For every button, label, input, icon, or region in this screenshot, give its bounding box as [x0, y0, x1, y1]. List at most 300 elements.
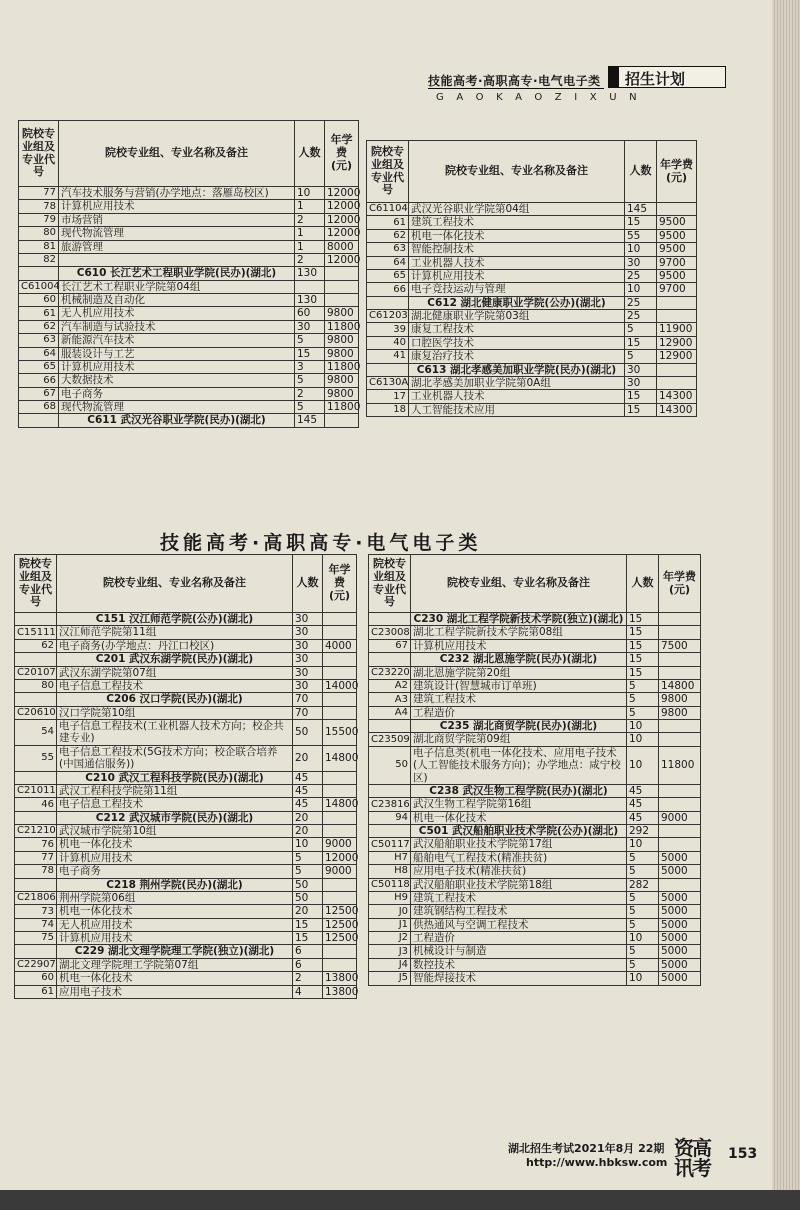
- table-row: [367, 256, 697, 269]
- name-cell: 工业机器人技术: [409, 256, 625, 269]
- name-cell: 工程造价: [411, 932, 627, 945]
- code-cell: 62: [19, 320, 59, 333]
- name-cell: 电子信息类(机电一体化技术、应用电子技术(人工智能技术服务方向)；办学地点：咸宁校区): [411, 746, 627, 784]
- table-row: [369, 918, 701, 931]
- name-cell: C218 荆州学院(民办)(湖北): [57, 878, 293, 891]
- fee-cell: [323, 784, 357, 797]
- code-cell: 63: [367, 243, 409, 256]
- count-cell: 20: [293, 825, 323, 838]
- code-cell: 61: [15, 985, 57, 998]
- code-cell: C21210: [15, 825, 57, 838]
- count-cell: 5: [627, 918, 659, 931]
- code-cell: A3: [369, 693, 411, 706]
- name-cell: 电子商务: [57, 865, 293, 878]
- table-row: [369, 945, 701, 958]
- table-row: [369, 878, 701, 891]
- table-row: [367, 243, 697, 256]
- count-cell: 15: [627, 653, 659, 666]
- count-cell: 5: [295, 334, 325, 347]
- count-cell: 1: [295, 240, 325, 253]
- table-row: [369, 798, 701, 811]
- name-cell: 无人机应用技术: [57, 918, 293, 931]
- code-cell: 64: [19, 347, 59, 360]
- fee-cell: 7500: [659, 639, 701, 652]
- fee-cell: 12000: [325, 227, 359, 240]
- code-cell: [369, 653, 411, 666]
- fee-cell: 5000: [659, 958, 701, 971]
- school-group-row: [15, 613, 357, 626]
- code-cell: 82: [19, 253, 59, 266]
- count-cell: 1: [295, 200, 325, 213]
- count-cell: 45: [627, 784, 659, 797]
- count-cell: 2: [295, 387, 325, 400]
- fee-cell: [657, 376, 697, 389]
- name-cell: 计算机应用技术: [57, 851, 293, 864]
- code-cell: 41: [367, 350, 409, 363]
- table-row: [15, 798, 357, 811]
- header-badge: [608, 66, 726, 88]
- fee-cell: 9800: [659, 706, 701, 719]
- name-cell: 电子商务(办学地点：丹江口校区): [57, 639, 293, 652]
- name-cell: 机电一体化技术: [411, 811, 627, 824]
- col-name-header: 院校专业组、专业名称及备注: [411, 555, 627, 613]
- count-cell: 4: [293, 985, 323, 998]
- name-cell: 口腔医学技术: [409, 336, 625, 349]
- code-cell: 68: [19, 401, 59, 414]
- col-fee-header: 年学费(元): [323, 555, 357, 613]
- count-cell: 15: [625, 403, 657, 416]
- code-cell: C50118: [369, 878, 411, 891]
- count-cell: 30: [293, 639, 323, 652]
- name-cell: 武汉光谷职业学院第04组: [409, 203, 625, 216]
- table-row: [367, 323, 697, 336]
- name-cell: 现代物流管理: [59, 401, 295, 414]
- table-row: [15, 745, 357, 771]
- name-cell: 人工智能技术应用: [409, 403, 625, 416]
- table-row: [15, 720, 357, 746]
- table-row: [369, 972, 701, 985]
- count-cell: 10: [627, 972, 659, 985]
- fee-cell: [325, 280, 359, 293]
- name-cell: C612 湖北健康职业学院(公办)(湖北): [409, 296, 625, 309]
- code-cell: H8: [369, 865, 411, 878]
- name-cell: 应用电子技术: [57, 985, 293, 998]
- count-cell: 5: [295, 401, 325, 414]
- name-cell: C206 汉口学院(民办)(湖北): [57, 693, 293, 706]
- name-cell: 工程造价: [411, 706, 627, 719]
- code-cell: A2: [369, 679, 411, 692]
- fee-cell: 13800: [323, 985, 357, 998]
- code-cell: 18: [367, 403, 409, 416]
- code-cell: 67: [369, 639, 411, 652]
- name-cell: C230 湖北工程学院新技术学院(独立)(湖北): [411, 613, 627, 626]
- name-cell: 长江艺术工程职业学院第04组: [59, 280, 295, 293]
- table-row: [15, 905, 357, 918]
- code-cell: [369, 613, 411, 626]
- code-cell: C23008: [369, 626, 411, 639]
- table-row: [15, 838, 357, 851]
- name-cell: 现代物流管理: [59, 227, 295, 240]
- table-row: [15, 891, 357, 904]
- name-cell: 湖北文理学院理工学院第07组: [57, 958, 293, 971]
- school-group-row: [369, 784, 701, 797]
- table-row: [369, 932, 701, 945]
- fee-cell: [659, 733, 701, 746]
- count-cell: 45: [293, 771, 323, 784]
- fee-cell: 9000: [659, 811, 701, 824]
- count-cell: 10: [295, 187, 325, 200]
- count-cell: 3: [295, 360, 325, 373]
- table-row: [19, 200, 359, 213]
- school-group-row: [15, 945, 357, 958]
- name-cell: 智能焊接技术: [411, 972, 627, 985]
- fee-cell: 11800: [325, 401, 359, 414]
- code-cell: 17: [367, 390, 409, 403]
- code-cell: 94: [369, 811, 411, 824]
- code-cell: C6130A: [367, 376, 409, 389]
- table-row: [367, 203, 697, 216]
- count-cell: 2: [295, 213, 325, 226]
- table-row: [367, 283, 697, 296]
- table-row: [19, 280, 359, 293]
- count-cell: 5: [627, 693, 659, 706]
- fee-cell: 4000: [323, 639, 357, 652]
- fee-cell: 14800: [659, 679, 701, 692]
- name-cell: 数控技术: [411, 958, 627, 971]
- fee-cell: 9500: [657, 243, 697, 256]
- fee-cell: 12900: [657, 336, 697, 349]
- table-row: [369, 626, 701, 639]
- table-bottom-left: [14, 554, 357, 999]
- footer-url[interactable]: http://www.hbksw.com: [526, 1156, 668, 1169]
- school-group-row: [19, 267, 359, 280]
- count-cell: 15: [627, 666, 659, 679]
- col-fee-header: 年学费(元): [657, 141, 697, 203]
- fee-cell: 5000: [659, 932, 701, 945]
- count-cell: 45: [627, 811, 659, 824]
- code-cell: [15, 653, 57, 666]
- school-group-row: [369, 613, 701, 626]
- col-name-header: 院校专业组、专业名称及备注: [59, 121, 295, 187]
- code-cell: 65: [367, 269, 409, 282]
- name-cell: 市场营销: [59, 213, 295, 226]
- name-cell: 湖北健康职业学院第03组: [409, 310, 625, 323]
- school-group-row: [15, 811, 357, 824]
- fee-cell: [659, 653, 701, 666]
- name-cell: 机电一体化技术: [409, 229, 625, 242]
- code-cell: 80: [19, 227, 59, 240]
- header-subtitle: GAOKAOZIXUN: [436, 92, 650, 103]
- count-cell: 2: [295, 253, 325, 266]
- fee-cell: 12000: [325, 253, 359, 266]
- school-group-row: [15, 693, 357, 706]
- name-cell: 湖北恩施学院第20组: [411, 666, 627, 679]
- count-cell: 282: [627, 878, 659, 891]
- table-row: [19, 374, 359, 387]
- name-cell: C238 武汉生物工程学院(民办)(湖北): [411, 784, 627, 797]
- fee-cell: [657, 310, 697, 323]
- table-row: [19, 360, 359, 373]
- desk-surface: [0, 1190, 800, 1210]
- code-cell: C22907: [15, 958, 57, 971]
- name-cell: 大数据技术: [59, 374, 295, 387]
- code-cell: 80: [15, 679, 57, 692]
- count-cell: [295, 280, 325, 293]
- name-cell: 无人机应用技术: [59, 307, 295, 320]
- fee-cell: 9700: [657, 256, 697, 269]
- name-cell: C501 武汉船舶职业技术学院(公办)(湖北): [411, 825, 627, 838]
- fee-cell: 9700: [657, 283, 697, 296]
- table-row: [19, 334, 359, 347]
- name-cell: 汉江师范学院第11组: [57, 626, 293, 639]
- code-cell: 79: [19, 213, 59, 226]
- code-cell: H7: [369, 851, 411, 864]
- name-cell: 建筑设计(智慧城市订单班): [411, 679, 627, 692]
- name-cell: 汽车制造与试验技术: [59, 320, 295, 333]
- table-row: [369, 838, 701, 851]
- fee-cell: [325, 414, 359, 427]
- name-cell: 湖北孝感美加职业学院第0A组: [409, 376, 625, 389]
- name-cell: 武汉船舶职业技术学院第18组: [411, 878, 627, 891]
- table-row: [19, 401, 359, 414]
- count-cell: 10: [627, 838, 659, 851]
- fee-cell: [659, 613, 701, 626]
- count-cell: 145: [625, 203, 657, 216]
- name-cell: 智能控制技术: [409, 243, 625, 256]
- table-row: [19, 187, 359, 200]
- fee-cell: 9800: [325, 334, 359, 347]
- count-cell: 25: [625, 269, 657, 282]
- code-cell: [19, 267, 59, 280]
- fee-cell: 5000: [659, 945, 701, 958]
- count-cell: 30: [625, 256, 657, 269]
- name-cell: 电子竞技运动与管理: [409, 283, 625, 296]
- count-cell: 5: [627, 891, 659, 904]
- name-cell: 武汉工程科技学院第11组: [57, 784, 293, 797]
- school-group-row: [15, 653, 357, 666]
- count-cell: 292: [627, 825, 659, 838]
- count-cell: 15: [293, 918, 323, 931]
- count-cell: 20: [293, 905, 323, 918]
- name-cell: 计算机应用技术: [57, 932, 293, 945]
- name-cell: 建筑工程技术: [409, 216, 625, 229]
- count-cell: 10: [625, 243, 657, 256]
- count-cell: 15: [625, 390, 657, 403]
- count-cell: 55: [625, 229, 657, 242]
- code-cell: 50: [369, 746, 411, 784]
- name-cell: 建筑工程技术: [411, 693, 627, 706]
- count-cell: 5: [627, 706, 659, 719]
- school-group-row: [367, 296, 697, 309]
- count-cell: 30: [295, 320, 325, 333]
- code-cell: 75: [15, 932, 57, 945]
- table-row: [367, 350, 697, 363]
- fee-cell: [323, 626, 357, 639]
- col-count-header: 人数: [295, 121, 325, 187]
- count-cell: 130: [295, 294, 325, 307]
- count-cell: 15: [625, 336, 657, 349]
- name-cell: [59, 253, 295, 266]
- code-cell: [15, 811, 57, 824]
- count-cell: 5: [627, 851, 659, 864]
- name-cell: 建筑钢结构工程技术: [411, 905, 627, 918]
- count-cell: 30: [293, 613, 323, 626]
- code-cell: J2: [369, 932, 411, 945]
- count-cell: 130: [295, 267, 325, 280]
- name-cell: C611 武汉光谷职业学院(民办)(湖北): [59, 414, 295, 427]
- code-cell: [367, 363, 409, 376]
- fee-cell: [323, 958, 357, 971]
- code-cell: 78: [19, 200, 59, 213]
- code-cell: J0: [369, 905, 411, 918]
- fee-cell: 9800: [325, 347, 359, 360]
- fee-cell: [659, 720, 701, 733]
- code-cell: 64: [367, 256, 409, 269]
- table-row: [15, 932, 357, 945]
- name-cell: 机械设计与制造: [411, 945, 627, 958]
- code-cell: 60: [19, 294, 59, 307]
- fee-cell: [323, 891, 357, 904]
- count-cell: 10: [627, 746, 659, 784]
- table-row: [15, 626, 357, 639]
- name-cell: 计算机应用技术: [409, 269, 625, 282]
- count-cell: 5: [627, 865, 659, 878]
- name-cell: 供热通风与空调工程技术: [411, 918, 627, 931]
- fee-cell: [323, 706, 357, 719]
- code-cell: [15, 878, 57, 891]
- name-cell: 新能源汽车技术: [59, 334, 295, 347]
- fee-cell: 14300: [657, 390, 697, 403]
- fee-cell: 14800: [323, 798, 357, 811]
- count-cell: 10: [627, 720, 659, 733]
- table-row: [19, 240, 359, 253]
- fee-cell: 8000: [325, 240, 359, 253]
- table-row: [15, 865, 357, 878]
- badge-bar: [609, 67, 619, 87]
- code-cell: 55: [15, 745, 57, 771]
- table-row: [369, 679, 701, 692]
- table-row: [369, 733, 701, 746]
- count-cell: 30: [293, 679, 323, 692]
- code-cell: A4: [369, 706, 411, 719]
- code-cell: [15, 945, 57, 958]
- table-row: [19, 387, 359, 400]
- table-top-right: [366, 140, 697, 417]
- col-name-header: 院校专业组、专业名称及备注: [409, 141, 625, 203]
- code-cell: C21806: [15, 891, 57, 904]
- code-cell: 39: [367, 323, 409, 336]
- fee-cell: [325, 294, 359, 307]
- table-row: [15, 918, 357, 931]
- fee-cell: [659, 666, 701, 679]
- table-row: [19, 307, 359, 320]
- count-cell: 50: [293, 891, 323, 904]
- fee-cell: [657, 296, 697, 309]
- count-cell: 5: [627, 679, 659, 692]
- name-cell: C610 长江艺术工程职业学院(民办)(湖北): [59, 267, 295, 280]
- code-cell: [369, 825, 411, 838]
- code-cell: C61104: [367, 203, 409, 216]
- col-code-header: 院校专业组及专业代号: [367, 141, 409, 203]
- header-rule: [428, 88, 604, 89]
- fee-cell: 9500: [657, 229, 697, 242]
- code-cell: C50117: [369, 838, 411, 851]
- table-row: [367, 390, 697, 403]
- table-row: [15, 851, 357, 864]
- count-cell: 50: [293, 878, 323, 891]
- code-cell: 67: [19, 387, 59, 400]
- name-cell: 汽车技术服务与营销(办学地点：落雁岛校区): [59, 187, 295, 200]
- table-row: [15, 958, 357, 971]
- code-cell: [369, 784, 411, 797]
- table-row: [19, 227, 359, 240]
- fee-cell: 11800: [659, 746, 701, 784]
- table-row: [369, 639, 701, 652]
- code-cell: 77: [15, 851, 57, 864]
- name-cell: C235 湖北商贸学院(民办)(湖北): [411, 720, 627, 733]
- code-cell: [15, 771, 57, 784]
- code-cell: 78: [15, 865, 57, 878]
- table-row: [369, 905, 701, 918]
- code-cell: 61: [19, 307, 59, 320]
- table-row: [369, 958, 701, 971]
- fee-cell: 14300: [657, 403, 697, 416]
- table-row: [15, 679, 357, 692]
- school-group-row: [367, 363, 697, 376]
- count-cell: 50: [293, 720, 323, 746]
- name-cell: 计算机应用技术: [59, 360, 295, 373]
- count-cell: 5: [625, 350, 657, 363]
- table-bottom-right: [368, 554, 701, 986]
- table-row: [15, 985, 357, 998]
- col-count-header: 人数: [625, 141, 657, 203]
- count-cell: 25: [625, 310, 657, 323]
- school-group-row: [369, 720, 701, 733]
- fee-cell: 14000: [323, 679, 357, 692]
- name-cell: 计算机应用技术: [411, 639, 627, 652]
- name-cell: 康复治疗技术: [409, 350, 625, 363]
- fee-cell: [323, 878, 357, 891]
- code-cell: [367, 296, 409, 309]
- school-group-row: [369, 653, 701, 666]
- count-cell: 20: [293, 811, 323, 824]
- count-cell: 15: [627, 626, 659, 639]
- name-cell: C232 湖北恩施学院(民办)(湖北): [411, 653, 627, 666]
- fee-cell: 9500: [657, 216, 697, 229]
- fee-cell: [323, 613, 357, 626]
- table-row: [15, 706, 357, 719]
- school-group-row: [15, 878, 357, 891]
- name-cell: 机电一体化技术: [57, 905, 293, 918]
- col-code-header: 院校专业组及专业代号: [15, 555, 57, 613]
- code-cell: J4: [369, 958, 411, 971]
- code-cell: C23816: [369, 798, 411, 811]
- count-cell: 15: [295, 347, 325, 360]
- name-cell: C210 武汉工程科技学院(民办)(湖北): [57, 771, 293, 784]
- table-row: [369, 693, 701, 706]
- count-cell: 60: [295, 307, 325, 320]
- fee-cell: 9000: [323, 838, 357, 851]
- code-cell: [19, 414, 59, 427]
- count-cell: 45: [293, 784, 323, 797]
- fee-cell: 5000: [659, 972, 701, 985]
- count-cell: 10: [627, 932, 659, 945]
- fee-cell: 5000: [659, 891, 701, 904]
- code-cell: 74: [15, 918, 57, 931]
- fee-cell: [659, 825, 701, 838]
- fee-cell: [323, 653, 357, 666]
- count-cell: 30: [625, 376, 657, 389]
